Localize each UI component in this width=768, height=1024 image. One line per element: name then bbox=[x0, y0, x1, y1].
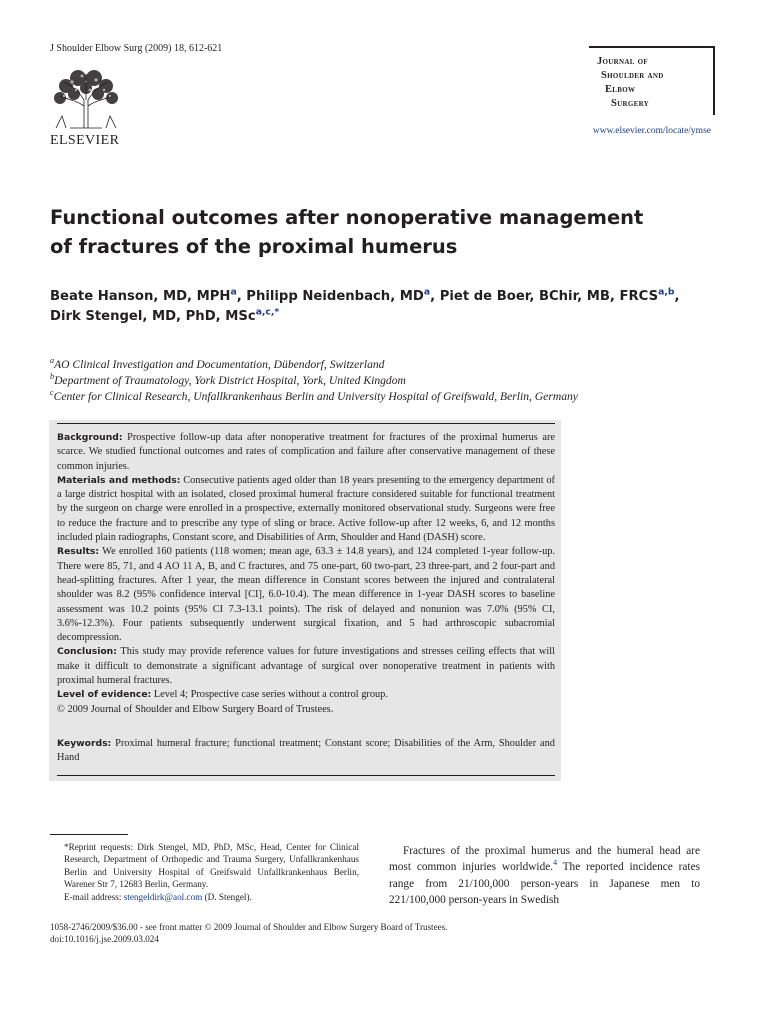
affiliation-text: Department of Traumatology, York District Hospital, York, United Kingdom bbox=[54, 374, 406, 387]
section-text: Level 4; Prospective case series without a control group. bbox=[153, 689, 388, 701]
abstract-results bbox=[57, 545, 555, 645]
title-line: of fractures of the proximal humerus bbox=[50, 235, 458, 258]
affiliation-link[interactable]: a,b bbox=[658, 286, 675, 298]
paragraph-text: Fractures of the proximal humerus and the humeral head are most common injuries worldwide. bbox=[389, 845, 700, 874]
affiliation-text: Center for Clinical Research, Unfallkrankenhaus Berlin and University Hospital of Greifswald, Berlin, Germany bbox=[53, 390, 578, 403]
corresponding-author-link[interactable]: * bbox=[274, 306, 280, 318]
affiliation-text: AO Clinical Investigation and Documentation, Dübendorf, Switzerland bbox=[54, 358, 385, 371]
section-label: Materials and methods: bbox=[57, 474, 181, 486]
author-name: Philipp Neidenbach, MD bbox=[246, 289, 424, 304]
abstract-bottom-rule bbox=[57, 775, 555, 776]
journal-logo bbox=[589, 46, 715, 115]
affiliation-marker: c bbox=[50, 388, 54, 398]
section-text: Consecutive patients aged older than 18 years presenting to the emergency department of a large district hospital with an isolated, closed proximal humeral fracture considered suitable for functional treatment by the surgeon on charge were enrolled in a prospective, externally monitored observational study. Surgeons were free to reduce the fracture and to prescribe any type of sling or brace. Active follow-up after 12 weeks, 6, and 12 months included plain radiographs, Constant score, and Disabilities of Arm, Shoulder and Hand (DASH) score. bbox=[57, 474, 555, 544]
title-line: Functional outcomes after nonoperative management bbox=[50, 206, 644, 229]
abstract-background bbox=[57, 431, 555, 474]
footnote-rule bbox=[50, 834, 128, 835]
reference-link[interactable]: 4 bbox=[553, 858, 558, 868]
elsevier-tree-logo-icon bbox=[50, 66, 122, 132]
journal-reference: J Shoulder Elbow Surg (2009) 18, 612-621 bbox=[50, 43, 223, 54]
journal-logo-line: Journal of bbox=[597, 56, 648, 67]
journal-url-link[interactable]: www.elsevier.com/locate/ymse bbox=[592, 126, 711, 136]
abstract-top-rule bbox=[57, 423, 555, 424]
affiliation-marker: a bbox=[50, 356, 55, 366]
reprint-footnote bbox=[50, 841, 359, 903]
keywords-text: Proximal humeral fracture; functional treatment; Constant score; Disabilities of the Arm, Shoulder and Hand bbox=[57, 738, 555, 764]
affiliation bbox=[50, 389, 730, 405]
section-text: Prospective follow-up data after nonoperative treatment for fractures of the proximal humerus are scarce. We studied functional outcomes and rates of complication and failure after conservative management of these common injuries. bbox=[57, 432, 555, 472]
affiliations bbox=[50, 357, 730, 405]
abstract-evidence bbox=[57, 688, 555, 702]
abstract-conclusion bbox=[57, 645, 555, 688]
abstract-methods bbox=[57, 474, 555, 545]
email-line bbox=[50, 891, 359, 903]
section-label: Level of evidence: bbox=[57, 689, 152, 701]
intro-paragraph bbox=[389, 843, 700, 908]
section-label: Background: bbox=[57, 432, 123, 443]
journal-logo-line: Surgery bbox=[611, 98, 650, 109]
affiliation-link[interactable]: a bbox=[230, 286, 237, 298]
publisher-name: ELSEVIER bbox=[50, 133, 120, 148]
journal-logo-line: Elbow bbox=[605, 84, 636, 95]
section-label: Results: bbox=[57, 546, 99, 558]
section-label: Conclusion: bbox=[57, 646, 117, 658]
author-separator: , bbox=[236, 289, 247, 304]
article-title bbox=[50, 203, 730, 261]
issn-line: 1058-2746/2009/$36.00 - see front matter © 2009 Journal of Shoulder and Elbow Surgery Board of Trustees. bbox=[50, 922, 448, 932]
journal-logo-line: Shoulder and bbox=[601, 70, 664, 81]
email-label: E-mail address: bbox=[64, 891, 122, 902]
reprint-requests: *Reprint requests: Dirk Stengel, MD, PhD, MSc, Head, Center for Clinical Research, Department of Orthopedic and Trauma Surgery, Unfallkrankenhaus Berlin and University Hospital of Greifswald Unfallkrankenhaus Berlin, Warener Str 7, 12683 Berlin, Germany. bbox=[64, 842, 359, 890]
abstract-copyright: © 2009 Journal of Shoulder and Elbow Surgery Board of Trustees. bbox=[57, 703, 334, 715]
author-list bbox=[50, 287, 730, 327]
keywords bbox=[57, 737, 555, 766]
section-text: We enrolled 160 patients (118 women; mean age, 63.3 ± 14.8 years), and 124 completed 1-year follow-up. There were 85, 71, and 4 AO 11 A, B, and C fractures, and 75 one-part, 60 two-part, 23 three-part, and 2 four-part and head-splitting fractures. After 1 year, the mean difference in Constant scores between the injured and contralateral shoulder was 8.2 (95% confidence interval [CI], 6.0-10.4). The mean difference in 1-year DASH scores to baseline assessment was 10.2 points (95% CI 7.3-13.1 points). The risk of delayed and nonunion was 7.0% (95% CI, 3.6%-12.3%). Four patients subsequently underwent surgical fixation, and 5 had arthroscopic subacromial decompression. bbox=[57, 546, 555, 644]
paragraph-text: The reported incidence rates range from 21/100,000 person-years in Japanese men to 221/100,000 person-years in Swedish bbox=[389, 861, 700, 906]
affiliation bbox=[50, 373, 730, 389]
affiliation bbox=[50, 357, 730, 373]
doi-line: doi:10.1016/j.jse.2009.03.024 bbox=[50, 934, 159, 945]
author-separator: , bbox=[430, 289, 440, 304]
author-name: Beate Hanson, MD, MPH bbox=[50, 289, 231, 304]
abstract bbox=[57, 431, 555, 717]
author-separator: , bbox=[674, 289, 680, 304]
section-text: This study may provide reference values for future investigations and stresses ceiling effects that will make it difficult to demonstrate a significant advantage of surgical over nonoperative treatment in patients with proximal humeral fractures. bbox=[57, 646, 555, 687]
affiliation-marker: b bbox=[50, 372, 55, 382]
author-name: Dirk Stengel, MD, PhD, MSc bbox=[50, 309, 256, 324]
keywords-label: Keywords: bbox=[57, 738, 112, 749]
author-name: Piet de Boer, BChir, MB, FRCS bbox=[439, 289, 659, 304]
issn-doi bbox=[50, 921, 447, 946]
affiliation-link[interactable]: a bbox=[423, 286, 431, 298]
email-link[interactable]: stengeldirk@aol.com bbox=[123, 891, 203, 902]
affiliation-link[interactable]: a,c, bbox=[255, 306, 275, 318]
email-suffix: (D. Stengel). bbox=[204, 891, 252, 902]
